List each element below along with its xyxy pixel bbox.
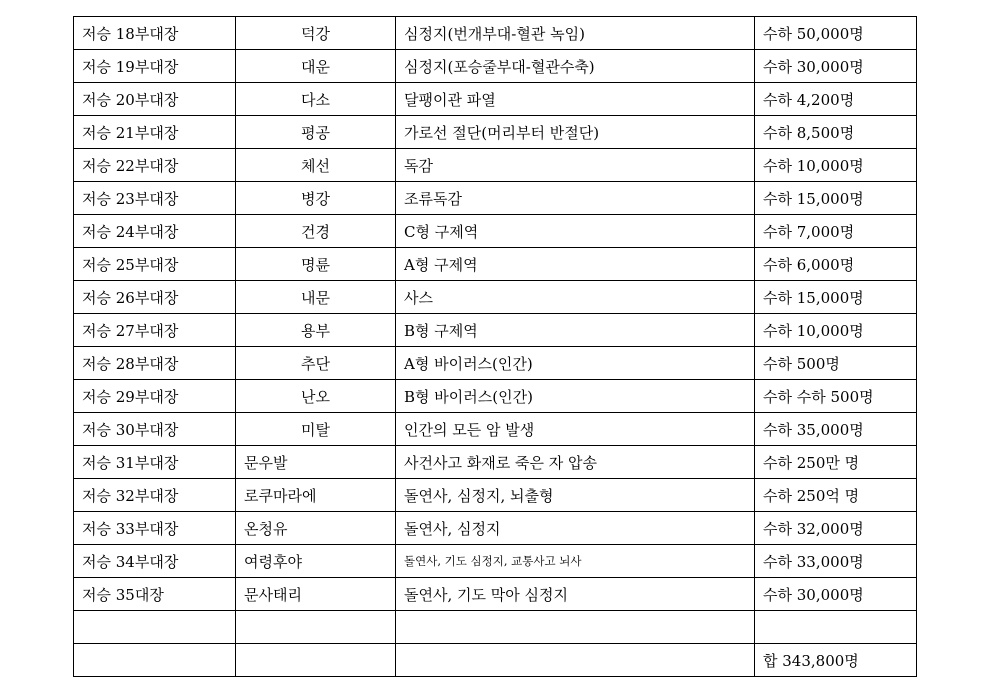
unit-cell: 저승 26부대장	[74, 281, 236, 314]
name-cell: 대운	[236, 50, 396, 83]
unit-cell: 저승 23부대장	[74, 182, 236, 215]
name-cell: 다소	[236, 83, 396, 116]
count-cell: 수하 6,000명	[755, 248, 917, 281]
name-cell	[236, 611, 396, 644]
table-row	[74, 446, 917, 479]
table-row	[74, 512, 917, 545]
unit-cell: 저승 22부대장	[74, 149, 236, 182]
cause-cell: 심정지(번개부대-혈관 녹임)	[396, 17, 755, 50]
unit-cell: 저승 34부대장	[74, 545, 236, 578]
cause-cell: C형 구제역	[396, 215, 755, 248]
name-cell: 건경	[236, 215, 396, 248]
unit-cell: 저승 19부대장	[74, 50, 236, 83]
cause-cell: A형 구제역	[396, 248, 755, 281]
name-cell: 난오	[236, 380, 396, 413]
unit-cell: 저승 31부대장	[74, 446, 236, 479]
table-row	[74, 116, 917, 149]
count-cell: 수하 10,000명	[755, 149, 917, 182]
cause-cell	[396, 611, 755, 644]
cause-cell: 가로선 절단(머리부터 반절단)	[396, 116, 755, 149]
name-cell: 병강	[236, 182, 396, 215]
commander-table-body	[74, 17, 917, 677]
count-cell: 수하 30,000명	[755, 50, 917, 83]
cause-cell: 돌연사, 기도 막아 심정지	[396, 578, 755, 611]
cause-cell: 돌연사, 기도 심정지, 교통사고 뇌사	[396, 545, 755, 578]
count-cell: 수하 500명	[755, 347, 917, 380]
table-row	[74, 545, 917, 578]
count-cell: 수하 32,000명	[755, 512, 917, 545]
unit-cell: 저승 21부대장	[74, 116, 236, 149]
unit-cell: 저승 30부대장	[74, 413, 236, 446]
cause-cell: 달팽이관 파열	[396, 83, 755, 116]
cause-cell	[396, 644, 755, 677]
unit-cell: 저승 18부대장	[74, 17, 236, 50]
name-cell: 평공	[236, 116, 396, 149]
cause-cell: 심정지(포승줄부대-혈관수축)	[396, 50, 755, 83]
table-row	[74, 149, 917, 182]
unit-cell: 저승 25부대장	[74, 248, 236, 281]
count-cell: 수하 35,000명	[755, 413, 917, 446]
table-row	[74, 380, 917, 413]
name-cell: 명륜	[236, 248, 396, 281]
unit-cell: 저승 20부대장	[74, 83, 236, 116]
cause-cell: 독감	[396, 149, 755, 182]
table-row	[74, 248, 917, 281]
table-row	[74, 83, 917, 116]
table-row	[74, 479, 917, 512]
name-cell: 온청유	[236, 512, 396, 545]
table-row	[74, 50, 917, 83]
blank-row	[74, 611, 917, 644]
table-row	[74, 578, 917, 611]
count-cell: 수하 15,000명	[755, 182, 917, 215]
unit-cell: 저승 32부대장	[74, 479, 236, 512]
table-row	[74, 347, 917, 380]
count-cell: 수하 33,000명	[755, 545, 917, 578]
count-cell: 수하 10,000명	[755, 314, 917, 347]
total-count-cell: 합 343,800명	[755, 644, 917, 677]
name-cell: 내문	[236, 281, 396, 314]
table-row	[74, 17, 917, 50]
count-cell	[755, 611, 917, 644]
count-cell: 수하 250억 명	[755, 479, 917, 512]
cause-cell: 사스	[396, 281, 755, 314]
table-row	[74, 314, 917, 347]
name-cell: 추단	[236, 347, 396, 380]
unit-cell: 저승 27부대장	[74, 314, 236, 347]
count-cell: 수하 50,000명	[755, 17, 917, 50]
name-cell: 미탈	[236, 413, 396, 446]
count-cell: 수하 7,000명	[755, 215, 917, 248]
name-cell	[236, 644, 396, 677]
unit-cell: 저승 35대장	[74, 578, 236, 611]
cause-cell: 돌연사, 심정지	[396, 512, 755, 545]
name-cell: 덕강	[236, 17, 396, 50]
commander-table	[73, 16, 917, 677]
total-row	[74, 644, 917, 677]
count-cell: 수하 30,000명	[755, 578, 917, 611]
count-cell: 수하 4,200명	[755, 83, 917, 116]
cause-cell: 조류독감	[396, 182, 755, 215]
unit-cell	[74, 611, 236, 644]
table-row	[74, 413, 917, 446]
cause-cell: B형 구제역	[396, 314, 755, 347]
name-cell: 로쿠마라에	[236, 479, 396, 512]
cause-cell: 사건사고 화재로 죽은 자 압송	[396, 446, 755, 479]
cause-cell: 돌연사, 심정지, 뇌출형	[396, 479, 755, 512]
unit-cell: 저승 33부대장	[74, 512, 236, 545]
cause-cell: B형 바이러스(인간)	[396, 380, 755, 413]
name-cell: 문우발	[236, 446, 396, 479]
count-cell: 수하 8,500명	[755, 116, 917, 149]
name-cell: 체선	[236, 149, 396, 182]
table-row	[74, 215, 917, 248]
unit-cell: 저승 24부대장	[74, 215, 236, 248]
cause-cell: A형 바이러스(인간)	[396, 347, 755, 380]
name-cell: 여령후야	[236, 545, 396, 578]
name-cell: 용부	[236, 314, 396, 347]
count-cell: 수하 250만 명	[755, 446, 917, 479]
name-cell: 문사태리	[236, 578, 396, 611]
count-cell: 수하 15,000명	[755, 281, 917, 314]
table-row	[74, 281, 917, 314]
table-row	[74, 182, 917, 215]
unit-cell	[74, 644, 236, 677]
cause-cell: 인간의 모든 암 발생	[396, 413, 755, 446]
unit-cell: 저승 28부대장	[74, 347, 236, 380]
count-cell: 수하 수하 500명	[755, 380, 917, 413]
unit-cell: 저승 29부대장	[74, 380, 236, 413]
